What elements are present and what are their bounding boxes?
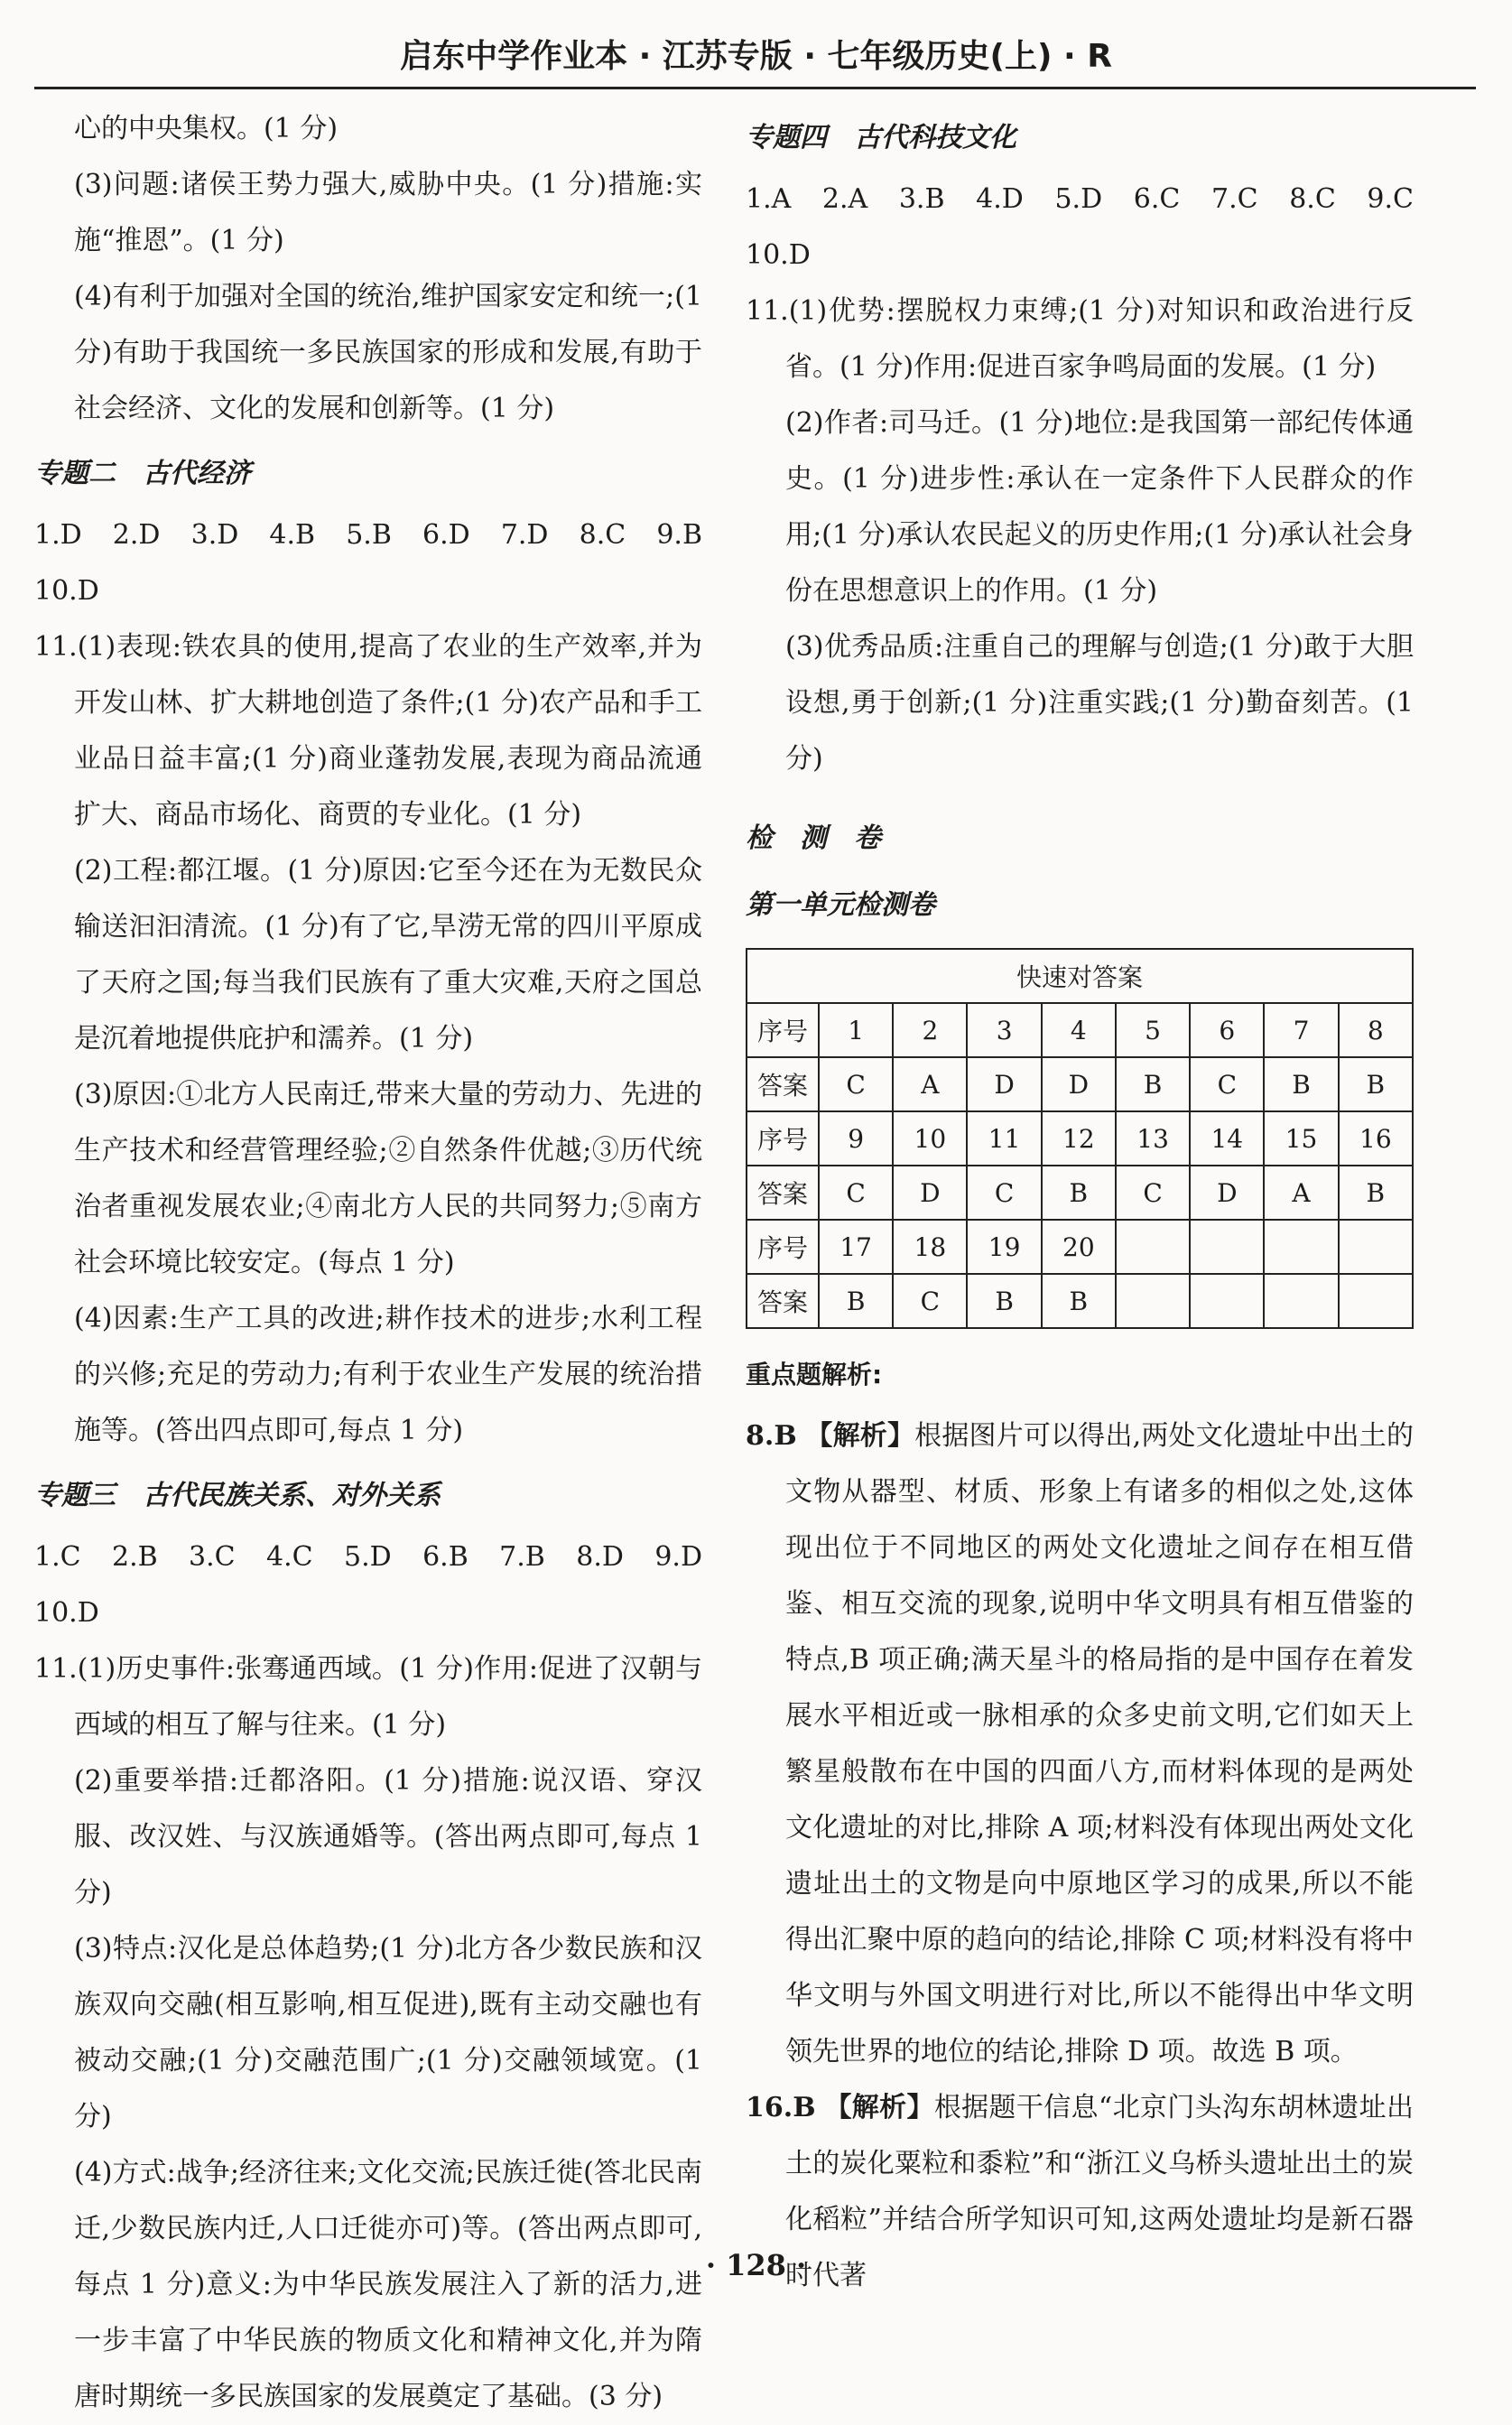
paragraph: (4)有利于加强对全国的统治,维护国家安定和统一;(1 分)有助于我国统一多民族国家的形成和发展,有助于社会经济、文化的发展和创新等。(1 分)	[74, 281, 702, 424]
test-section-heading: 检测卷	[746, 822, 908, 854]
question-number-cell: 10	[893, 1111, 967, 1166]
left-column	[34, 101, 729, 2425]
question-number-cell	[1190, 1220, 1264, 1274]
paragraph: 11.(1)表现:铁农具的使用,提高了农业的生产效率,并为开发山林、扩大耕地创造了条件;(1 分)农产品和手工业品日益丰富;(1 分)商业蓬勃发展,表现为商品流通扩大、商品市场化、商贾的专业化。(1 分)	[34, 631, 702, 831]
row-label-answer: 答案	[747, 1274, 819, 1328]
answer-cell: A	[893, 1057, 967, 1111]
question-number-cell: 19	[967, 1220, 1041, 1274]
paragraph: 11.(1)优势:摆脱权力束缚;(1 分)对知识和政治进行反省。(1 分)作用:促进百家争鸣局面的发展。(1 分)	[746, 295, 1414, 383]
paragraph: (4)因素:生产工具的改进;耕作技术的进步;水利工程的兴修;充足的劳动力;有利于农业生产发展的统治措施等。(答出四点即可,每点 1 分)	[74, 1303, 702, 1446]
topic2-heading: 专题二 古代经济	[34, 458, 251, 489]
paragraph: 11.(1)历史事件:张骞通西域。(1 分)作用:促进了汉朝与西域的相互了解与往来。(1 分)	[34, 1653, 702, 1741]
question-number-cell: 9	[819, 1111, 893, 1166]
row-label-answer: 答案	[747, 1057, 819, 1111]
answer-cell: C	[893, 1274, 967, 1328]
answer-cell: D	[1190, 1166, 1264, 1220]
answer-cell: B	[1339, 1166, 1413, 1220]
answer-cell	[1116, 1274, 1190, 1328]
answer-cell: B	[967, 1274, 1041, 1328]
question-number-cell	[1116, 1220, 1190, 1274]
answer-table-answer-row	[747, 1057, 1413, 1111]
question-number-cell: 17	[819, 1220, 893, 1274]
question-number-cell: 5	[1116, 1003, 1190, 1057]
question-number-cell: 6	[1190, 1003, 1264, 1057]
question-number-cell: 7	[1264, 1003, 1338, 1057]
header-title: 启东中学作业本 · 江苏专版 · 七年级历史(上) · R	[400, 38, 1112, 75]
paragraph: (3)原因:①北方人民南迁,带来大量的劳动力、先进的生产技术和经营管理经验;②自然条件优越;③历代统治者重视发展农业;④南北方人民的共同努力;⑤南方社会环境比较安定。(每点 1 分)	[74, 1079, 702, 1278]
answer-cell: D	[967, 1057, 1041, 1111]
right-column	[746, 101, 1441, 2304]
answer-cell: C	[1116, 1166, 1190, 1220]
answer-table-answer-row	[747, 1166, 1413, 1220]
question-number-cell: 15	[1264, 1111, 1338, 1166]
answer-cell: D	[1042, 1057, 1116, 1111]
topic2-choices: 1.D 2.D 3.D 4.B 5.B 6.D 7.D 8.C 9.B 10.D	[34, 519, 729, 607]
topic3-choices: 1.C 2.B 3.C 4.C 5.D 6.B 7.B 8.D 9.D 10.D	[34, 1541, 729, 1629]
question-number-cell: 1	[819, 1003, 893, 1057]
answer-table-number-row	[747, 1220, 1413, 1274]
paragraph: (3)问题:诸侯王势力强大,威胁中央。(1 分)措施:实施“推恩”。(1 分)	[74, 169, 702, 256]
answer-cell: C	[1190, 1057, 1264, 1111]
answer-cell: B	[1042, 1166, 1116, 1220]
paragraph: (3)特点:汉化是总体趋势;(1 分)北方各少数民族和汉族双向交融(相互影响,相互促进),既有主动交融也有被动交融;(1 分)交融范围广;(1 分)交融领域宽。(1 分)	[74, 1933, 702, 2132]
answer-table-answer-row	[747, 1274, 1413, 1328]
answer-cell: B	[819, 1274, 893, 1328]
paragraph: (4)方式:战争;经济往来;文化交流;民族迁徙(答北民南迁,少数民族内迁,人口迁徙亦可)等。(答出两点即可,每点 1 分)意义:为中华民族发展注入了新的活力,进一步丰富了中华民族的物质文化和精神文化,并为隋唐时期统一多民族国家的发展奠定了基础。(3 分)	[74, 2157, 702, 2412]
question-number-cell: 13	[1116, 1111, 1190, 1166]
question-number-cell: 16	[1339, 1111, 1413, 1166]
question-number-cell: 11	[967, 1111, 1041, 1166]
row-label-number: 序号	[747, 1111, 819, 1166]
answer-table-title: 快速对答案	[747, 949, 1413, 1003]
answer-cell: B	[1264, 1057, 1338, 1111]
topic4-heading: 专题四 古代科技文化	[746, 122, 1016, 153]
topic4-choices: 1.A 2.A 3.B 4.D 5.D 6.C 7.C 8.C 9.C 10.D	[746, 183, 1441, 271]
analysis-heading: 重点题解析:	[746, 1360, 883, 1389]
q8-label: 8.B	[746, 1420, 797, 1452]
paragraph: (3)优秀品质:注重自己的理解与创造;(1 分)敢于大胆设想,勇于创新;(1 分)注重实践;(1 分)勤奋刻苦。(1 分)	[785, 631, 1414, 775]
q8-analysis	[746, 1408, 1414, 2080]
paragraph: (2)作者:司马迁。(1 分)地位:是我国第一部纪传体通史。(1 分)进步性:承认在一定条件下人民群众的作用;(1 分)承认农民起义的历史作用;(1 分)承认社会身份在思想意识上的作用。(1 分)	[785, 407, 1414, 607]
answer-cell: D	[893, 1166, 967, 1220]
answer-cell	[1264, 1274, 1338, 1328]
unit1-heading: 第一单元检测卷	[746, 889, 935, 921]
header-rule	[34, 87, 1476, 89]
answer-table-number-row	[747, 1111, 1413, 1166]
answer-cell: B	[1116, 1057, 1190, 1111]
row-label-number: 序号	[747, 1003, 819, 1057]
q16-tag: 【解析】	[824, 2092, 934, 2123]
answer-cell: B	[1042, 1274, 1116, 1328]
question-number-cell: 20	[1042, 1220, 1116, 1274]
q8-tag: 【解析】	[805, 1420, 915, 1452]
answer-cell	[1190, 1274, 1264, 1328]
q16-label: 16.B	[746, 2092, 816, 2123]
answer-cell	[1339, 1274, 1413, 1328]
page-number: · 128 ·	[705, 2248, 807, 2282]
question-number-cell: 18	[893, 1220, 967, 1274]
paragraph: 心的中央集权。(1 分)	[74, 113, 339, 144]
question-number-cell: 8	[1339, 1003, 1413, 1057]
paragraph: (2)重要举措:迁都洛阳。(1 分)措施:说汉语、穿汉服、改汉姓、与汉族通婚等。(答出两点即可,每点 1 分)	[74, 1765, 702, 1909]
answer-table-number-row	[747, 1003, 1413, 1057]
row-label-number: 序号	[747, 1220, 819, 1274]
paragraph: (2)工程:都江堰。(1 分)原因:它至今还在为无数民众输送汩汩清流。(1 分)有了它,旱涝无常的四川平原成了天府之国;每当我们民族有了重大灾难,天府之国总是沉着地提供庇护和濡养。(1 分)	[74, 855, 702, 1055]
answer-cell: B	[1339, 1057, 1413, 1111]
question-number-cell	[1264, 1220, 1338, 1274]
answer-cell: C	[819, 1057, 893, 1111]
answer-cell: C	[819, 1166, 893, 1220]
page-header	[0, 31, 1512, 85]
question-number-cell: 14	[1190, 1111, 1264, 1166]
q8-text: 根据图片可以得出,两处文化遗址中出土的文物从器型、材质、形象上有诸多的相似之处,这体现出位于不同地区的两处文化遗址之间存在相互借鉴、相互交流的现象,说明中华文明具有相互借鉴的特点,B 项正确;满天星斗的格局指的是中国存在着发展水平相近或一脉相承的众多史前文明,它们如天上繁星般散布在中国的四面八方,而材料体现的是两处文化遗址的对比,排除 A 项;材料没有体现出两处文化遗址出土的文物是向中原地区学习的成果,所以不能得出汇聚中原的趋向的结论,排除 C 项;材料没有将中华文明与外国文明进行对比,所以不能得出中华文明领先世界的地位的结论,排除 D 项。故选 B 项。	[785, 1420, 1414, 2067]
answer-table	[746, 948, 1414, 1329]
question-number-cell: 12	[1042, 1111, 1116, 1166]
question-number-cell	[1339, 1220, 1413, 1274]
row-label-answer: 答案	[747, 1166, 819, 1220]
topic3-heading: 专题三 古代民族关系、对外关系	[34, 1480, 441, 1511]
answer-cell: A	[1264, 1166, 1338, 1220]
question-number-cell: 4	[1042, 1003, 1116, 1057]
question-number-cell: 2	[893, 1003, 967, 1057]
q16-text: 根据题干信息“北京门头沟东胡林遗址出土的炭化粟粒和黍粒”和“浙江义乌桥头遗址出土的炭化稻粒”并结合所学知识可知,这两处遗址均是新石器时代著	[785, 2092, 1414, 2291]
answer-cell: C	[967, 1166, 1041, 1220]
question-number-cell: 3	[967, 1003, 1041, 1057]
